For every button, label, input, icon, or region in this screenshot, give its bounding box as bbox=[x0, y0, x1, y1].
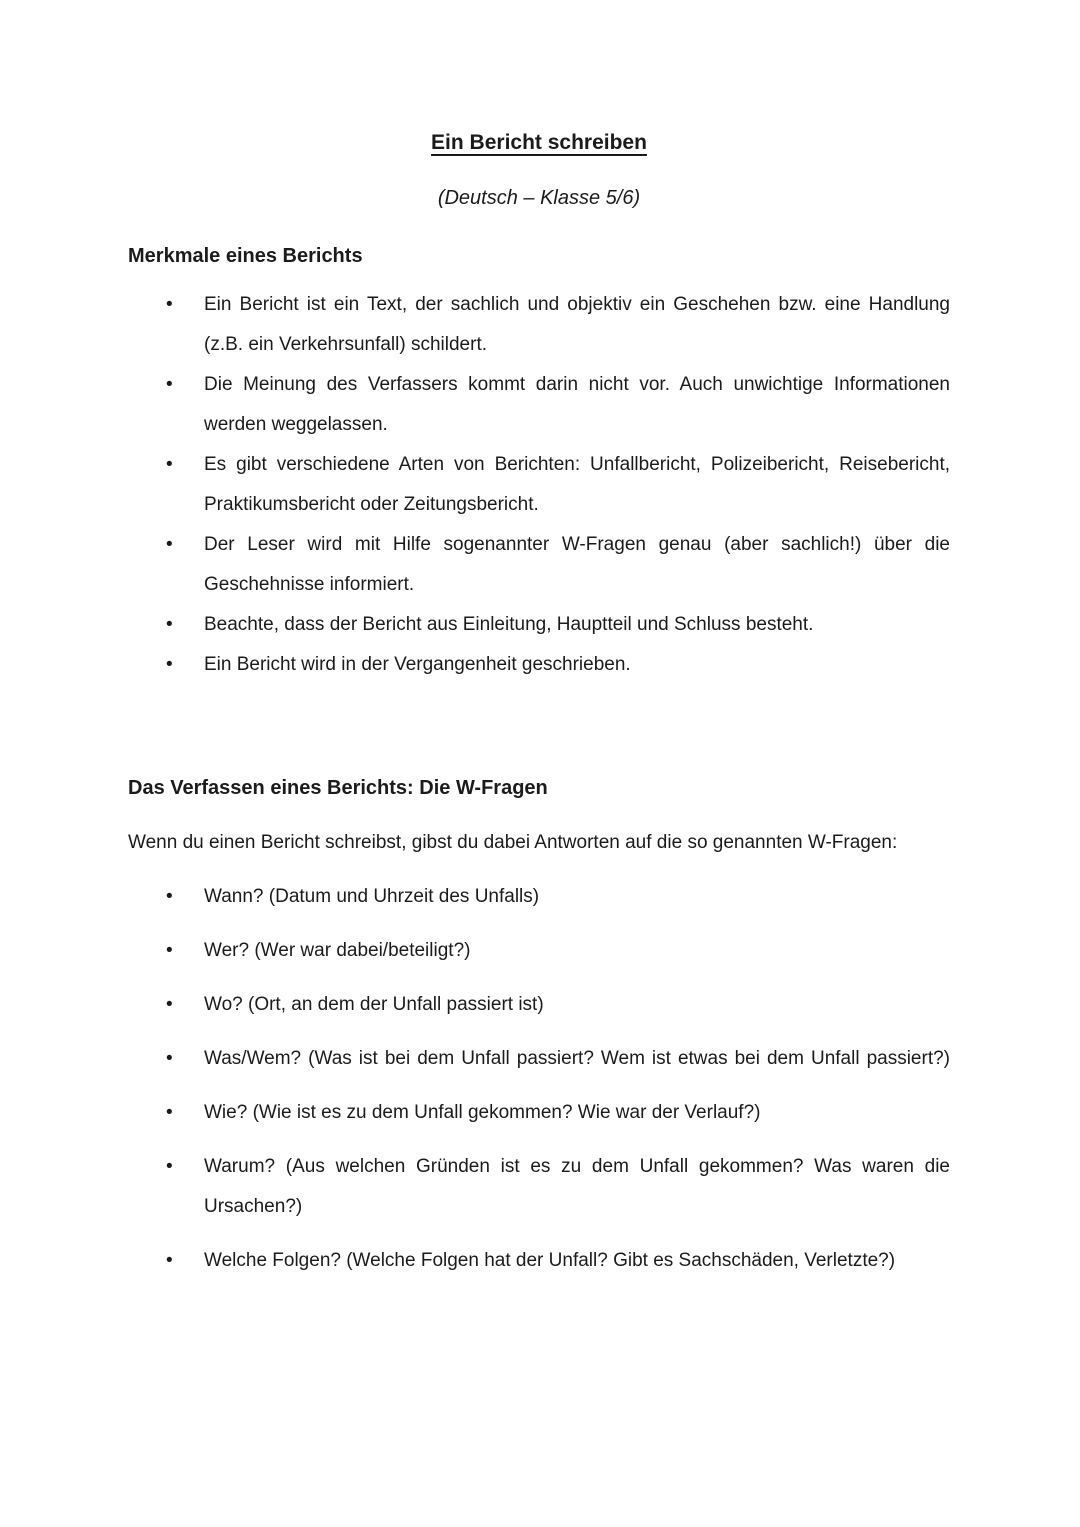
bullet-line: Was/Wem? (Was ist bei dem Unfall passiert? Wem ist etwas bei dem Unfall passiert?) bbox=[204, 1048, 950, 1069]
document-title bbox=[128, 128, 950, 158]
bullet-line: werden weggelassen. bbox=[204, 414, 388, 435]
document-title-text: Ein Bericht schreiben bbox=[431, 131, 647, 154]
bullet-line: Es gibt verschiedene Arten von Berichten: Unfallbericht, Polizeibericht, Reisebericht, bbox=[204, 454, 950, 475]
bullet-item bbox=[128, 931, 950, 971]
bullet-line: Wo? (Ort, an dem der Unfall passiert ist) bbox=[204, 994, 544, 1015]
section2-intro: Wenn du einen Bericht schreibst, gibst du dabei Antworten auf die so genannten W-Fragen: bbox=[128, 832, 898, 853]
bullet-line: Der Leser wird mit Hilfe sogenannter W-Fragen genau (aber sachlich!) über die bbox=[204, 534, 950, 555]
bullet-icon: • bbox=[166, 1250, 173, 1271]
bullet-icon: • bbox=[166, 374, 173, 395]
bullet-item bbox=[128, 877, 950, 917]
bullet-item bbox=[128, 1093, 950, 1133]
bullet-line: Beachte, dass der Bericht aus Einleitung, Hauptteil und Schluss besteht. bbox=[204, 614, 814, 635]
bullet-line: Wer? (Wer war dabei/beteiligt?) bbox=[204, 940, 471, 961]
bullet-line: Wie? (Wie ist es zu dem Unfall gekommen? Wie war der Verlauf?) bbox=[204, 1102, 761, 1123]
bullet-item bbox=[128, 1147, 950, 1227]
section2-bullet-list bbox=[128, 877, 950, 1281]
bullet-icon: • bbox=[166, 534, 173, 555]
bullet-item bbox=[128, 645, 950, 685]
bullet-icon: • bbox=[166, 614, 173, 635]
document-subtitle: (Deutsch – Klasse 5/6) bbox=[437, 187, 641, 209]
bullet-icon: • bbox=[166, 1102, 173, 1123]
section1-bullet-list bbox=[128, 285, 950, 685]
bullet-icon: • bbox=[166, 940, 173, 961]
bullet-item bbox=[128, 445, 950, 525]
bullet-line: Ursachen?) bbox=[204, 1196, 303, 1217]
bullet-icon: • bbox=[166, 994, 173, 1015]
section2-heading: Das Verfassen eines Berichts: Die W-Fragen bbox=[128, 777, 548, 799]
bullet-line: Ein Bericht wird in der Vergangenheit geschrieben. bbox=[204, 654, 631, 675]
bullet-icon: • bbox=[166, 454, 173, 475]
bullet-line: Geschehnisse informiert. bbox=[204, 574, 415, 595]
bullet-line: Wann? (Datum und Uhrzeit des Unfalls) bbox=[204, 886, 540, 907]
bullet-icon: • bbox=[166, 1156, 173, 1177]
bullet-item bbox=[128, 985, 950, 1025]
bullet-icon: • bbox=[166, 294, 173, 315]
bullet-line: Praktikumsbericht oder Zeitungsbericht. bbox=[204, 494, 539, 515]
bullet-icon: • bbox=[166, 1048, 173, 1069]
bullet-item bbox=[128, 525, 950, 605]
bullet-item bbox=[128, 365, 950, 445]
bullet-line: Welche Folgen? (Welche Folgen hat der Unfall? Gibt es Sachschäden, Verletzte?) bbox=[204, 1250, 896, 1271]
bullet-line: Warum? (Aus welchen Gründen ist es zu dem Unfall gekommen? Was waren die bbox=[204, 1156, 950, 1177]
bullet-line: Die Meinung des Verfassers kommt darin nicht vor. Auch unwichtige Informationen bbox=[204, 374, 950, 395]
bullet-line: Ein Bericht ist ein Text, der sachlich und objektiv ein Geschehen bzw. eine Handlung bbox=[204, 294, 950, 315]
bullet-icon: • bbox=[166, 654, 173, 675]
bullet-item bbox=[128, 1039, 950, 1079]
bullet-item bbox=[128, 285, 950, 365]
bullet-line: (z.B. ein Verkehrsunfall) schildert. bbox=[204, 334, 488, 355]
bullet-item bbox=[128, 1241, 950, 1281]
bullet-icon: • bbox=[166, 886, 173, 907]
section1-heading: Merkmale eines Berichts bbox=[128, 245, 363, 267]
bullet-item bbox=[128, 605, 950, 645]
